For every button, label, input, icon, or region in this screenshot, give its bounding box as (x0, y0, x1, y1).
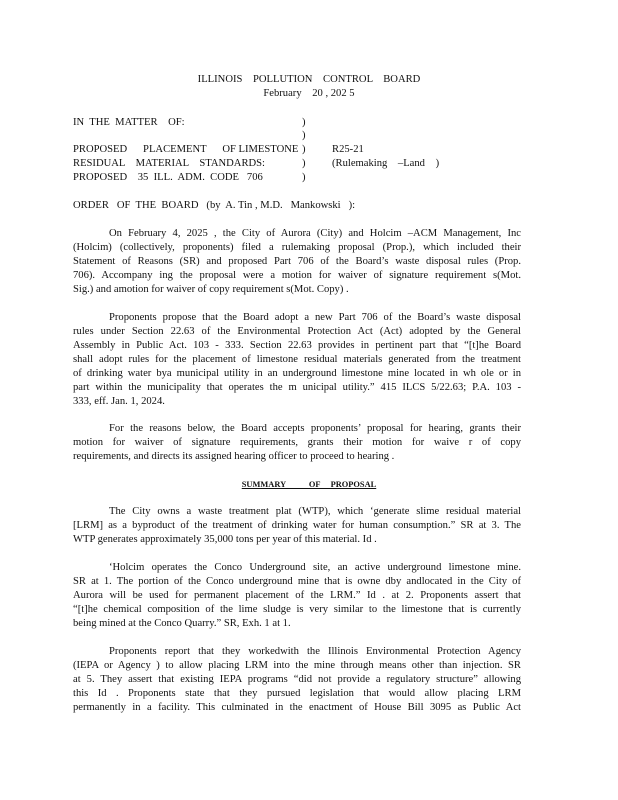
caption-bracket: ) (302, 158, 306, 169)
caption-title-line-3: PROPOSED 35 ILL. ADM. CODE 706 (73, 172, 263, 183)
order-date: February 20 , 202 5 (263, 88, 355, 99)
paragraph-line: Aurora will be used for permanent placement of the LRM.” Id . at 2. Proponents assert that (73, 590, 521, 601)
paragraph-line: Sig.) and amotion for waiver of copy requirement s(Mot. Copy) . (73, 284, 349, 295)
section-heading: SUMMARY OF PROPOSAL (241, 480, 377, 489)
paragraph-line: On February 4, 2025 , the City of Aurora (City) and Holcim –ACM Management, Inc (109, 228, 521, 239)
caption-title-line-1: PROPOSED PLACEMENT OF LIMESTONE (73, 144, 299, 155)
paragraph-line: For the reasons below, the Board accepts proponents’ proposal for hearing, grants their (109, 423, 521, 434)
paragraph-line: requirements, and directs its assigned hearing officer to proceed to hearing . (73, 451, 395, 462)
paragraph-line: “[t]he chemical composition of the lime sludge is very similar to the limestone that is currently (73, 604, 521, 615)
paragraph-line: shall adopt rules for the placement of limestone residual materials generated from the treatment (73, 354, 521, 365)
paragraph-line: Proponents propose that the Board adopt a new Part 706 of the Board’s waste disposal (109, 312, 521, 323)
paragraph-line: Statement of Reasons (SR) and proposed Part 706 of the Board’s waste disposal rules (Prop. (73, 256, 521, 267)
docket-number: R25-21 (332, 144, 364, 155)
caption-title-line-2: RESIDUAL MATERIAL STANDARDS: (73, 158, 265, 169)
paragraph-line: this Id . Proponents state that they pursued legislation that would allow placing LRM (73, 688, 521, 699)
paragraph-line: 333, eff. Jan. 1, 2024. (73, 396, 165, 407)
paragraph-line: The City owns a waste treatment plat (WTP), which ‘generate slime residual material (109, 506, 521, 517)
caption-bracket: ) (302, 130, 306, 141)
paragraph-line: 706). Accompany ing the proposal were a motion for waiver of signature requirement s(Mot. (73, 270, 521, 281)
paragraph-line: motion for waiver of signature requirements, grants their motion for waive r of copy (73, 437, 521, 448)
paragraph-line: WTP generates approximately 35,000 tons per year of this material. Id . (73, 534, 377, 545)
paragraph-line: permanently in a facility. This culminated in the enactment of House Bill 3095 as Public Act (73, 702, 521, 713)
paragraph-line: SR at 1. The portion of the Conco underground mine that is owne dby andlocated in the City of (73, 576, 521, 587)
paragraph-line: at 5. They assert that existing IEPA programs “did not provide a regulatory structure” allowing (73, 674, 521, 685)
paragraph-line: ‘Holcim operates the Conco Underground site, an active underground limestone mine. (109, 562, 521, 573)
paragraph-line: (IEPA or Agency ) to allow placing LRM into the mine through means other than injection. SR (73, 660, 521, 671)
caption-matter: IN THE MATTER OF: (73, 117, 185, 128)
paragraph-line: part within the municipality that operates the m unicipal utility.” 415 ILCS 5/22.63; P.A. 103 - (73, 382, 521, 393)
paragraph-line: [LRM] as a byproduct of the treatment of drinking water for human consumption.” SR at 3. The (73, 520, 521, 531)
paragraph-line: (Holcim) (collectively, proponents) filed a rulemaking proposal (Prop.), which included their (73, 242, 521, 253)
paragraph-line: rules under Section 22.63 of the Environmental Protection Act (Act) adopted by the General (73, 326, 521, 337)
agency-title: ILLINOIS POLLUTION CONTROL BOARD (197, 74, 421, 85)
rulemaking-type: (Rulemaking –Land ) (332, 158, 440, 169)
caption-bracket: ) (302, 117, 306, 128)
caption-bracket: ) (302, 172, 306, 183)
paragraph-line: being mined at the Conco Quarry.” SR, Exh. 1 at 1. (73, 618, 291, 629)
paragraph-line: of drinking water bya municipal utility in an underground limestone mine located in wh ole or in (73, 368, 521, 379)
paragraph-line: Assembly in Public Act. 103 - 333. Section 22.63 provides in pertinent part that “[t]he Board (73, 340, 521, 351)
order-heading: ORDER OF THE BOARD (by A. Tin , M.D. Mankowski ): (73, 200, 356, 211)
paragraph-line: Proponents report that they workedwith the Illinois Environmental Protection Agency (109, 646, 521, 657)
caption-bracket: ) (302, 144, 306, 155)
